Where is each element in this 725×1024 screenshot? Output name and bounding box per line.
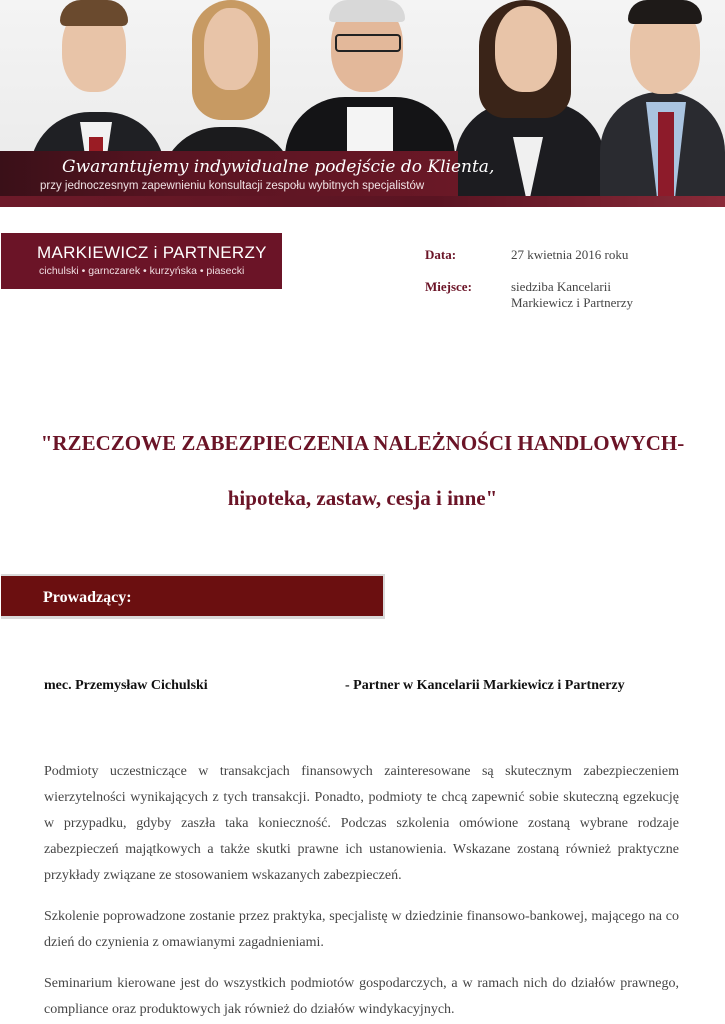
seminar-title-line2: hipoteka, zastaw, cesja i inne" <box>227 486 498 510</box>
team-photo-person-5 <box>600 0 725 207</box>
place-value-line2: Markiewicz i Partnerzy <box>511 295 634 310</box>
body-paragraph-1: Podmioty uczestniczące w transakcjach finansowych zainteresowane są skutecznym zabezpieczeniem wierzytelności wynikających z tych transakcji. Ponadto, podmioty te chcą zapewnić sobie skuteczną egzekucję w przypadku, gdyby zaszła taka konieczność. Podczas szkolenia omówione zostaną wybrane rodzaje zabezpieczeń majątkowych a także skutki prawne ich ustanowienia. Wskazane zostaną również praktyczne przykłady związane ze stosowaniem wskazanych zabezpieczeń. <box>44 764 679 883</box>
date-label: Data: <box>425 247 457 262</box>
banner-tagline: Gwarantujemy indywidualne podejście do Klienta, <box>62 157 495 177</box>
logo-firm-name: MARKIEWICZ i PARTNERZY <box>37 243 267 262</box>
logo-partners-list: cichulski • garnczarek • kurzyńska • piasecki <box>39 265 245 277</box>
presenter-role: - Partner w Kancelarii Markiewicz i Partnerzy <box>345 678 625 693</box>
firm-logo <box>1 233 282 289</box>
banner-bottom-band <box>0 196 725 207</box>
body-paragraph-2: Szkolenie poprowadzone zostanie przez praktyka, specjalistę w dziedzinie finansowo-bankowej, mającego na co dzień do czynienia z omawianymi zagadnieniami. <box>44 909 679 950</box>
place-value-line1: siedziba Kancelarii <box>511 279 611 294</box>
body-paragraph-3: Seminarium kierowane jest do wszystkich podmiotów gospodarczych, a w ramach nich do działów prawnego, compliance oraz produktowych jak również do działów windykacyjnych. <box>44 976 679 1017</box>
section-heading: Prowadzący: <box>43 589 132 606</box>
banner-subtagline: przy jednoczesnym zapewnieniu konsultacji zespołu wybitnych specjalistów <box>40 180 425 192</box>
date-value: 27 kwietnia 2016 roku <box>511 247 629 262</box>
seminar-title-line1: "RZECZOWE ZABEZPIECZENIA NALEŻNOŚCI HANDLOWYCH- <box>40 431 685 455</box>
presenter-name: mec. Przemysław Cichulski <box>44 678 208 693</box>
place-label: Miejsce: <box>425 279 472 294</box>
header-banner <box>0 0 725 207</box>
